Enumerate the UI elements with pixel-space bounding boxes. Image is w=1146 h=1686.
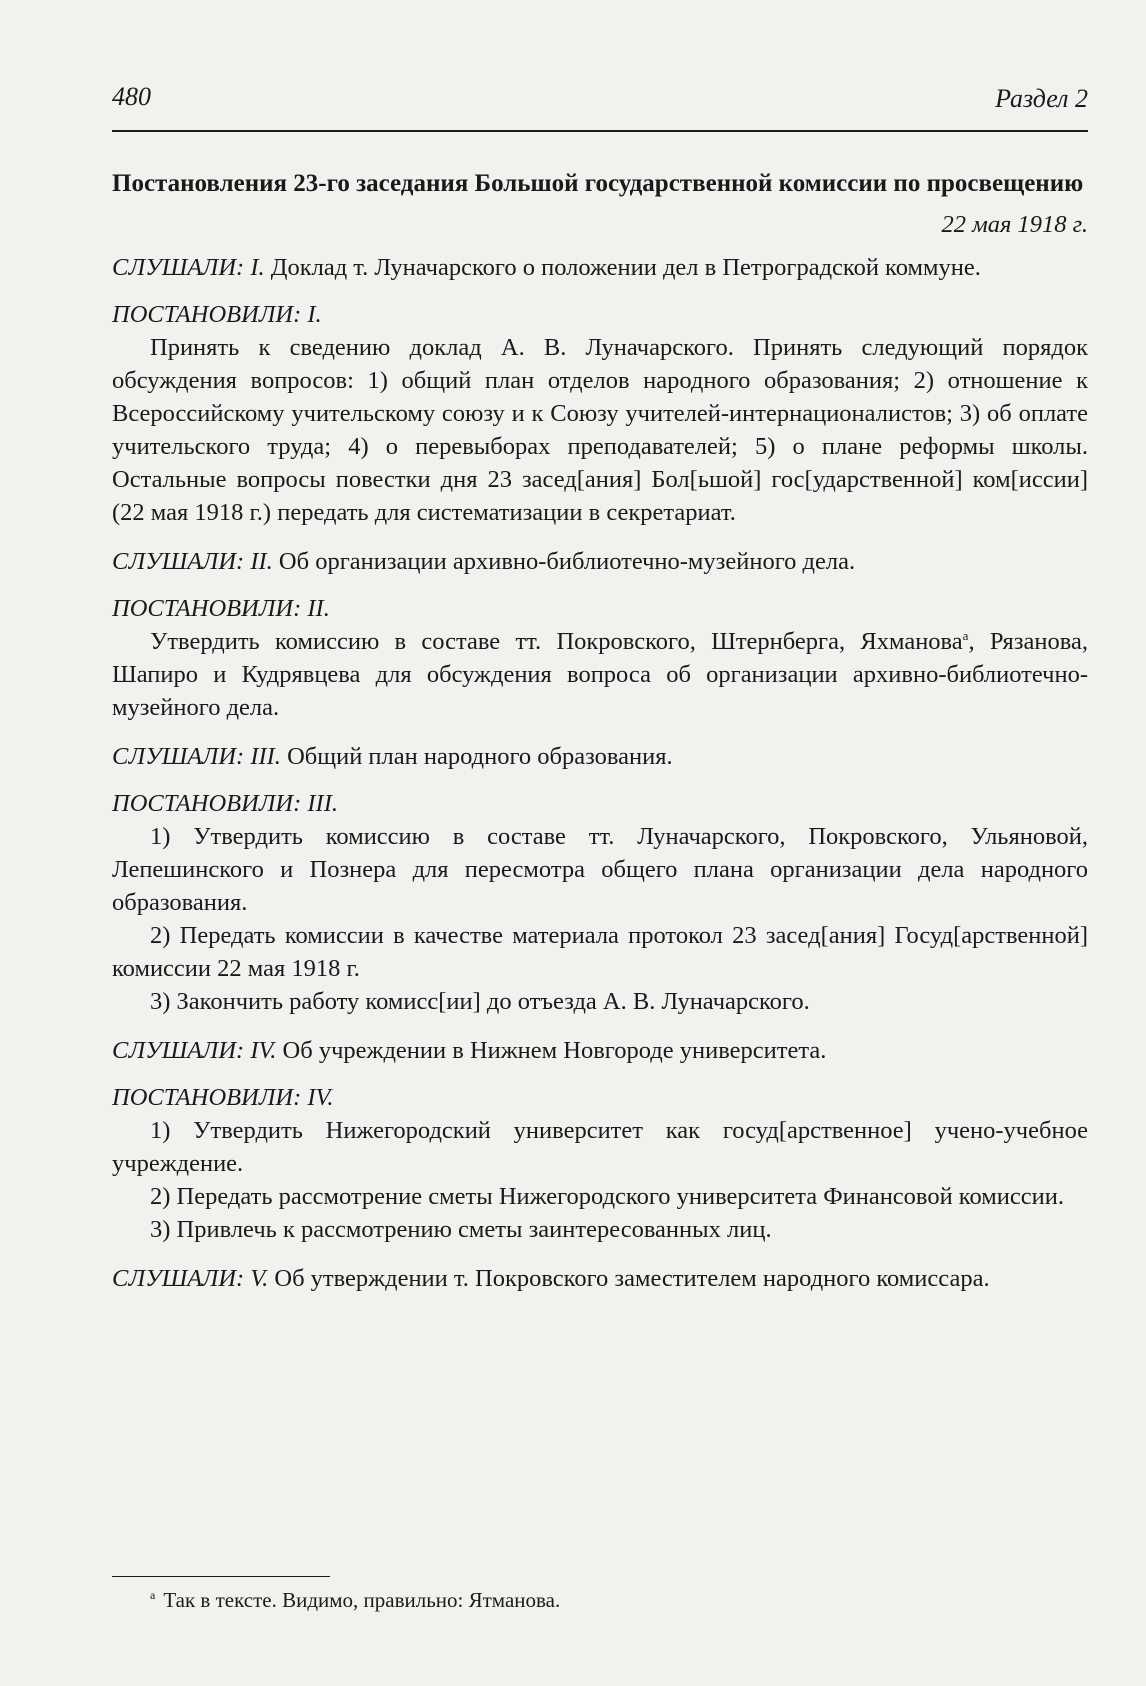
resolved-label-1 (112, 298, 1088, 331)
footnote-text: Так в тексте. Видимо, правильно: Ятманова. (163, 1588, 561, 1612)
heard-number: III. (250, 743, 281, 770)
heard-item-5 (112, 1262, 1088, 1295)
heard-label: СЛУШАЛИ: (112, 743, 245, 770)
heard-label: СЛУШАЛИ: (112, 548, 245, 575)
resolved-number: I. (307, 301, 322, 328)
resolved-label: ПОСТАНОВИЛИ: (112, 595, 302, 622)
footnote-reference: а (962, 627, 969, 643)
heard-label: СЛУШАЛИ: (112, 1265, 245, 1292)
resolution-1: Принять к сведению доклад А. В. Луначарского. Принять следующий порядок обсуждения вопросов: 1) общий план отделов народного образования; 2) отношение к Всероссийскому учительскому союзу и к Союзу учителей-интернационалистов; 3) об оплате учительского труда; 4) о перевыборах преподавателей; 5) о плане реформы школы. Остальные вопросы повестки дня 23 засед[ания] Бол[ьшой] гос[ударственной] ком[иссии] (22 мая 1918 г.) передать для систематизации в секретариат. (112, 334, 1088, 526)
document-date: 22 мая 1918 г. (941, 211, 1088, 238)
footnote (150, 1588, 560, 1613)
document-body (112, 168, 1088, 1309)
heard-number: V. (250, 1265, 269, 1292)
resolution-2-text-b: , Рязанова, Шапиро и Кудрявцева для обсуждения вопроса об организации архивно-библиотечно-музейного дела. (112, 628, 1088, 721)
resolved-label-2 (112, 592, 1088, 625)
resolution-3-point-1: 1) Утвердить комиссию в составе тт. Луначарского, Покровского, Ульяновой, Лепешинского и Познера для пересмотра общего плана организации дела народного образования. (112, 823, 1088, 916)
heard-item-2 (112, 545, 1088, 578)
resolved-number: IV. (307, 1084, 334, 1111)
resolved-label-3 (112, 787, 1088, 820)
resolution-4-point-3: 3) Привлечь к рассмотрению сметы заинтересованных лиц. (150, 1216, 772, 1243)
resolved-label: ПОСТАНОВИЛИ: (112, 790, 302, 817)
resolved-number: III. (307, 790, 338, 817)
heard-item-3 (112, 740, 1088, 773)
heard-number: II. (250, 548, 273, 575)
footnote-mark: а (150, 1588, 156, 1602)
resolution-2-text-a: Утвердить комиссию в составе тт. Покровского, Штернберга, Яхманова (150, 628, 963, 655)
header-rule (112, 130, 1088, 132)
document-title: Постановления 23-го заседания Большой государственной комиссии по просвещению (112, 170, 1084, 197)
heard-item-1 (112, 251, 1088, 284)
heard-number: I. (250, 254, 265, 281)
resolution-3-point-2: 2) Передать комиссии в качестве материала протокол 23 засед[ания] Госуд[арственной] комиссии 22 мая 1918 г. (112, 922, 1088, 982)
resolution-4-point-2: 2) Передать рассмотрение сметы Нижегородского университета Финансовой комиссии. (150, 1183, 1064, 1210)
footnote-rule (112, 1576, 330, 1577)
heard-number: IV. (250, 1037, 277, 1064)
heard-label: СЛУШАЛИ: (112, 1037, 245, 1064)
resolved-label-4 (112, 1081, 1088, 1114)
heard-label: СЛУШАЛИ: (112, 254, 245, 281)
running-head (112, 82, 1088, 122)
heard-text: Об утверждении т. Покровского заместителем народного комиссара. (274, 1265, 990, 1292)
section-title: Раздел 2 (995, 84, 1088, 113)
resolved-number: II. (307, 595, 330, 622)
resolved-label: ПОСТАНОВИЛИ: (112, 301, 302, 328)
heard-item-4 (112, 1034, 1088, 1067)
heard-text: Общий план народного образования. (287, 743, 673, 770)
heard-text: Доклад т. Луначарского о положении дел в Петроградской коммуне. (270, 254, 981, 281)
heard-text: Об организации архивно-библиотечно-музейного дела. (278, 548, 856, 575)
resolution-4-point-1: 1) Утвердить Нижегородский университет как госуд[арственное] учено-учебное учреждение. (112, 1117, 1088, 1177)
resolved-label: ПОСТАНОВИЛИ: (112, 1084, 302, 1111)
resolution-3-point-3: 3) Закончить работу комисс[ии] до отъезда А. В. Луначарского. (150, 988, 810, 1015)
resolution-2 (112, 625, 1088, 724)
page-number: 480 (112, 82, 151, 111)
heard-text: Об учреждении в Нижнем Новгороде университета. (282, 1037, 827, 1064)
